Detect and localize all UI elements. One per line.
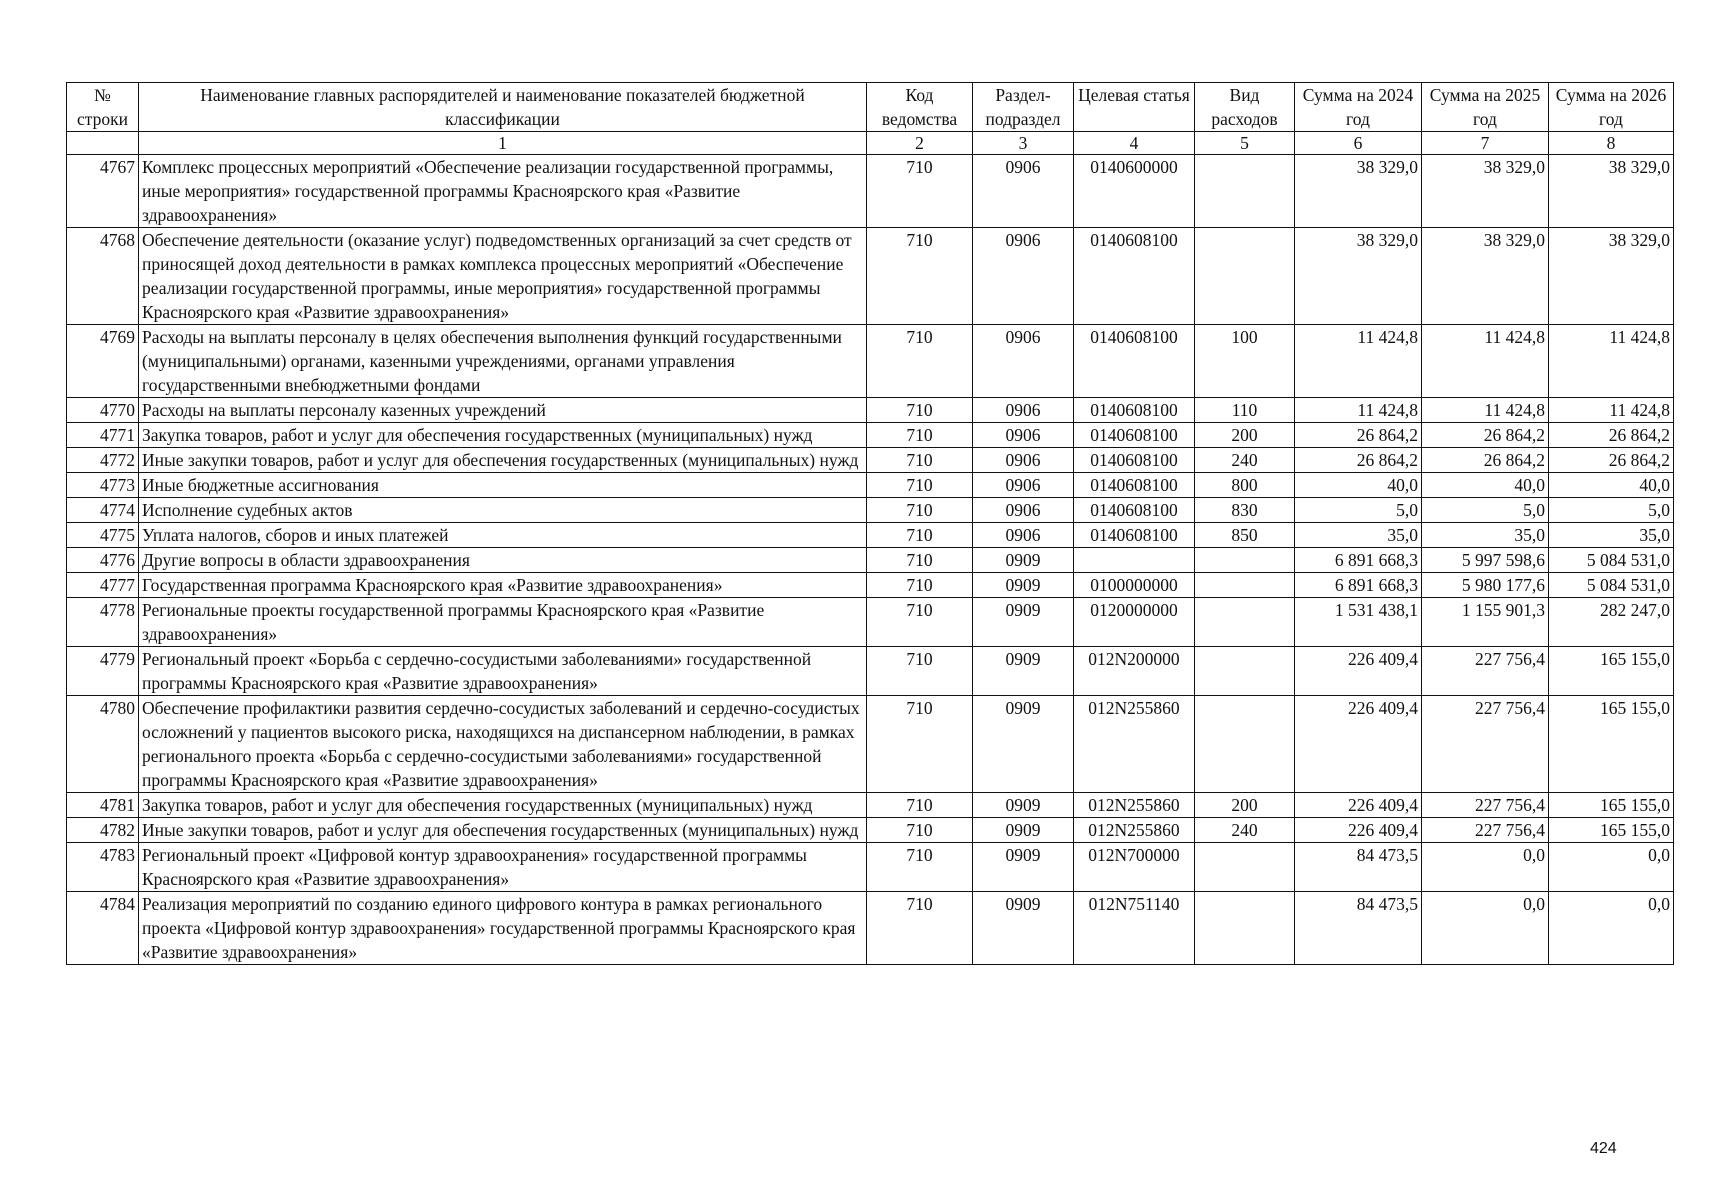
row-number-cell: 4777 <box>67 573 139 598</box>
sum-2025-cell: 227 756,4 <box>1422 818 1549 843</box>
section-cell: 0909 <box>973 647 1074 696</box>
dept-code-cell: 710 <box>867 155 973 228</box>
dept-code-cell: 710 <box>867 573 973 598</box>
dept-code-cell: 710 <box>867 598 973 647</box>
section-cell: 0906 <box>973 228 1074 325</box>
row-number-cell: 4773 <box>67 473 139 498</box>
sum-2025-cell: 227 756,4 <box>1422 793 1549 818</box>
sum-2024-cell: 26 864,2 <box>1295 448 1422 473</box>
sum-2024-cell: 5,0 <box>1295 498 1422 523</box>
header-row-no: № строки <box>67 83 139 132</box>
sum-2026-cell: 165 155,0 <box>1549 647 1674 696</box>
header-section: Раздел-подраздел <box>973 83 1074 132</box>
dept-code-cell: 710 <box>867 325 973 398</box>
expense-type-cell <box>1195 647 1295 696</box>
sum-2024-cell: 1 531 438,1 <box>1295 598 1422 647</box>
sum-2025-cell: 5 997 598,6 <box>1422 548 1549 573</box>
article-cell: 0140600000 <box>1074 155 1195 228</box>
row-number-cell: 4775 <box>67 523 139 548</box>
table-row <box>67 548 1674 573</box>
sum-2024-cell: 6 891 668,3 <box>1295 548 1422 573</box>
item-name-cell: Расходы на выплаты персоналу казенных учреждений <box>139 398 867 423</box>
dept-code-cell: 710 <box>867 647 973 696</box>
sum-2024-cell: 38 329,0 <box>1295 228 1422 325</box>
article-cell: 0120000000 <box>1074 598 1195 647</box>
item-name-cell: Иные бюджетные ассигнования <box>139 473 867 498</box>
column-number: 1 <box>139 132 867 155</box>
table-row <box>67 523 1674 548</box>
row-number-cell: 4776 <box>67 548 139 573</box>
sum-2026-cell: 11 424,8 <box>1549 398 1674 423</box>
dept-code-cell: 710 <box>867 793 973 818</box>
item-name-cell: Региональный проект «Цифровой контур здравоохранения» государственной программы Красноярского края «Развитие здравоохранения» <box>139 843 867 892</box>
expense-type-cell <box>1195 696 1295 793</box>
item-name-cell: Реализация мероприятий по созданию единого цифрового контура в рамках регионального проекта «Цифровой контур здравоохранения» государственной программы Красноярского края «Развитие здравоохранения» <box>139 892 867 965</box>
article-cell <box>1074 548 1195 573</box>
sum-2026-cell: 38 329,0 <box>1549 155 1674 228</box>
sum-2024-cell: 6 891 668,3 <box>1295 573 1422 598</box>
expense-type-cell <box>1195 843 1295 892</box>
sum-2024-cell: 11 424,8 <box>1295 325 1422 398</box>
expense-type-cell <box>1195 892 1295 965</box>
table-body <box>67 155 1674 965</box>
sum-2024-cell: 226 409,4 <box>1295 696 1422 793</box>
section-cell: 0906 <box>973 155 1074 228</box>
sum-2026-cell: 165 155,0 <box>1549 696 1674 793</box>
dept-code-cell: 710 <box>867 423 973 448</box>
row-number-cell: 4780 <box>67 696 139 793</box>
table-row <box>67 696 1674 793</box>
item-name-cell: Иные закупки товаров, работ и услуг для обеспечения государственных (муниципальных) нужд <box>139 448 867 473</box>
expense-type-cell: 800 <box>1195 473 1295 498</box>
row-number-cell: 4784 <box>67 892 139 965</box>
table-row <box>67 325 1674 398</box>
sum-2026-cell: 0,0 <box>1549 892 1674 965</box>
dept-code-cell: 710 <box>867 523 973 548</box>
sum-2025-cell: 1 155 901,3 <box>1422 598 1549 647</box>
article-cell: 0140608100 <box>1074 325 1195 398</box>
expense-type-cell <box>1195 548 1295 573</box>
row-number-cell: 4771 <box>67 423 139 448</box>
row-number-cell: 4778 <box>67 598 139 647</box>
table-row <box>67 423 1674 448</box>
sum-2025-cell: 0,0 <box>1422 892 1549 965</box>
item-name-cell: Исполнение судебных актов <box>139 498 867 523</box>
table-row <box>67 818 1674 843</box>
header-article: Целевая статья <box>1074 83 1195 132</box>
dept-code-cell: 710 <box>867 696 973 793</box>
sum-2025-cell: 5,0 <box>1422 498 1549 523</box>
expense-type-cell <box>1195 155 1295 228</box>
dept-code-cell: 710 <box>867 228 973 325</box>
dept-code-cell: 710 <box>867 498 973 523</box>
sum-2024-cell: 84 473,5 <box>1295 843 1422 892</box>
sum-2026-cell: 26 864,2 <box>1549 423 1674 448</box>
row-number-cell: 4769 <box>67 325 139 398</box>
table-row <box>67 647 1674 696</box>
expense-type-cell: 110 <box>1195 398 1295 423</box>
article-cell: 0140608100 <box>1074 228 1195 325</box>
row-number-cell: 4772 <box>67 448 139 473</box>
sum-2026-cell: 5 084 531,0 <box>1549 573 1674 598</box>
row-number-cell: 4783 <box>67 843 139 892</box>
item-name-cell: Расходы на выплаты персоналу в целях обеспечения выполнения функций государственными (муниципальными) органами, казенными учреждениями, органами управления государственными внебюджетными фондами <box>139 325 867 398</box>
article-cell: 0140608100 <box>1074 523 1195 548</box>
sum-2025-cell: 5 980 177,6 <box>1422 573 1549 598</box>
expense-type-cell <box>1195 598 1295 647</box>
article-cell: 0140608100 <box>1074 498 1195 523</box>
header-sum-2026: Сумма на 2026 год <box>1549 83 1674 132</box>
row-number-cell: 4774 <box>67 498 139 523</box>
dept-code-cell: 710 <box>867 818 973 843</box>
article-cell: 0140608100 <box>1074 423 1195 448</box>
article-cell: 0140608100 <box>1074 473 1195 498</box>
item-name-cell: Закупка товаров, работ и услуг для обеспечения государственных (муниципальных) нужд <box>139 423 867 448</box>
item-name-cell: Обеспечение профилактики развития сердечно-сосудистых заболеваний и сердечно-сосудистых осложнений у пациентов высокого риска, находящихся на диспансерном наблюдении, в рамках регионального проекта «Борьба с сердечно-сосудистыми заболеваниями» государственной программы Красноярского края «Развитие здравоохранения» <box>139 696 867 793</box>
article-cell: 012N255860 <box>1074 818 1195 843</box>
dept-code-cell: 710 <box>867 843 973 892</box>
table-row <box>67 398 1674 423</box>
dept-code-cell: 710 <box>867 473 973 498</box>
page-number: 424 <box>1590 1140 1617 1157</box>
column-number: 6 <box>1295 132 1422 155</box>
sum-2024-cell: 11 424,8 <box>1295 398 1422 423</box>
article-cell: 012N751140 <box>1074 892 1195 965</box>
expense-type-cell <box>1195 228 1295 325</box>
table-row <box>67 473 1674 498</box>
column-number: 5 <box>1195 132 1295 155</box>
section-cell: 0906 <box>973 523 1074 548</box>
section-cell: 0909 <box>973 548 1074 573</box>
sum-2025-cell: 26 864,2 <box>1422 448 1549 473</box>
expense-type-cell: 100 <box>1195 325 1295 398</box>
section-cell: 0906 <box>973 325 1074 398</box>
column-number: 7 <box>1422 132 1549 155</box>
section-cell: 0909 <box>973 843 1074 892</box>
sum-2024-cell: 40,0 <box>1295 473 1422 498</box>
table-row <box>67 155 1674 228</box>
expense-type-cell: 200 <box>1195 423 1295 448</box>
row-number-cell: 4767 <box>67 155 139 228</box>
sum-2024-cell: 226 409,4 <box>1295 793 1422 818</box>
sum-2025-cell: 26 864,2 <box>1422 423 1549 448</box>
section-cell: 0909 <box>973 696 1074 793</box>
section-cell: 0909 <box>973 598 1074 647</box>
sum-2026-cell: 26 864,2 <box>1549 448 1674 473</box>
sum-2025-cell: 0,0 <box>1422 843 1549 892</box>
article-cell: 012N255860 <box>1074 696 1195 793</box>
column-number <box>67 132 139 155</box>
table-row <box>67 448 1674 473</box>
column-number-row <box>67 132 1674 155</box>
row-number-cell: 4770 <box>67 398 139 423</box>
table-row <box>67 843 1674 892</box>
header-sum-2024: Сумма на 2024 год <box>1295 83 1422 132</box>
item-name-cell: Региональный проект «Борьба с сердечно-сосудистыми заболеваниями» государственной программы Красноярского края «Развитие здравоохранения» <box>139 647 867 696</box>
section-cell: 0909 <box>973 793 1074 818</box>
article-cell: 0140608100 <box>1074 398 1195 423</box>
sum-2026-cell: 0,0 <box>1549 843 1674 892</box>
sum-2026-cell: 38 329,0 <box>1549 228 1674 325</box>
expense-type-cell: 240 <box>1195 448 1295 473</box>
column-number: 2 <box>867 132 973 155</box>
expense-type-cell: 850 <box>1195 523 1295 548</box>
sum-2024-cell: 35,0 <box>1295 523 1422 548</box>
sum-2024-cell: 84 473,5 <box>1295 892 1422 965</box>
sum-2025-cell: 35,0 <box>1422 523 1549 548</box>
sum-2025-cell: 40,0 <box>1422 473 1549 498</box>
dept-code-cell: 710 <box>867 398 973 423</box>
article-cell: 0100000000 <box>1074 573 1195 598</box>
expense-type-cell <box>1195 573 1295 598</box>
section-cell: 0906 <box>973 398 1074 423</box>
row-number-cell: 4782 <box>67 818 139 843</box>
sum-2024-cell: 226 409,4 <box>1295 647 1422 696</box>
section-cell: 0906 <box>973 423 1074 448</box>
table-row <box>67 793 1674 818</box>
dept-code-cell: 710 <box>867 548 973 573</box>
table-row <box>67 598 1674 647</box>
budget-table <box>66 82 1674 965</box>
table-row <box>67 498 1674 523</box>
sum-2025-cell: 227 756,4 <box>1422 647 1549 696</box>
article-cell: 012N700000 <box>1074 843 1195 892</box>
sum-2024-cell: 38 329,0 <box>1295 155 1422 228</box>
item-name-cell: Закупка товаров, работ и услуг для обеспечения государственных (муниципальных) нужд <box>139 793 867 818</box>
dept-code-cell: 710 <box>867 448 973 473</box>
sum-2026-cell: 165 155,0 <box>1549 818 1674 843</box>
table-header <box>67 83 1674 155</box>
item-name-cell: Уплата налогов, сборов и иных платежей <box>139 523 867 548</box>
item-name-cell: Комплекс процессных мероприятий «Обеспечение реализации государственной программы, иные мероприятия» государственной программы Красноярского края «Развитие здравоохранения» <box>139 155 867 228</box>
item-name-cell: Иные закупки товаров, работ и услуг для обеспечения государственных (муниципальных) нужд <box>139 818 867 843</box>
dept-code-cell: 710 <box>867 892 973 965</box>
header-sum-2025: Сумма на 2025 год <box>1422 83 1549 132</box>
section-cell: 0909 <box>973 818 1074 843</box>
article-cell: 012N255860 <box>1074 793 1195 818</box>
sum-2026-cell: 40,0 <box>1549 473 1674 498</box>
section-cell: 0906 <box>973 498 1074 523</box>
section-cell: 0906 <box>973 473 1074 498</box>
expense-type-cell: 240 <box>1195 818 1295 843</box>
row-number-cell: 4768 <box>67 228 139 325</box>
expense-type-cell: 200 <box>1195 793 1295 818</box>
sum-2025-cell: 38 329,0 <box>1422 155 1549 228</box>
sum-2025-cell: 38 329,0 <box>1422 228 1549 325</box>
sum-2026-cell: 11 424,8 <box>1549 325 1674 398</box>
sum-2026-cell: 282 247,0 <box>1549 598 1674 647</box>
sum-2025-cell: 11 424,8 <box>1422 325 1549 398</box>
table-row <box>67 892 1674 965</box>
column-number: 4 <box>1074 132 1195 155</box>
sum-2025-cell: 227 756,4 <box>1422 696 1549 793</box>
header-dept-code: Код ведомства <box>867 83 973 132</box>
table-row <box>67 573 1674 598</box>
sum-2026-cell: 165 155,0 <box>1549 793 1674 818</box>
item-name-cell: Обеспечение деятельности (оказание услуг) подведомственных организаций за счет средств от приносящей доход деятельности в рамках комплекса процессных мероприятий «Обеспечение реализации государственной программы, иные мероприятия» государственной программы Красноярского края «Развитие здравоохранения» <box>139 228 867 325</box>
column-number: 8 <box>1549 132 1674 155</box>
row-number-cell: 4779 <box>67 647 139 696</box>
sum-2024-cell: 226 409,4 <box>1295 818 1422 843</box>
article-cell: 0140608100 <box>1074 448 1195 473</box>
section-cell: 0906 <box>973 448 1074 473</box>
budget-sheet <box>66 82 1673 965</box>
sum-2026-cell: 5,0 <box>1549 498 1674 523</box>
item-name-cell: Государственная программа Красноярского края «Развитие здравоохранения» <box>139 573 867 598</box>
header-name: Наименование главных распорядителей и наименование показателей бюджетной классификации <box>139 83 867 132</box>
section-cell: 0909 <box>973 892 1074 965</box>
article-cell: 012N200000 <box>1074 647 1195 696</box>
row-number-cell: 4781 <box>67 793 139 818</box>
sum-2026-cell: 35,0 <box>1549 523 1674 548</box>
item-name-cell: Другие вопросы в области здравоохранения <box>139 548 867 573</box>
table-row <box>67 228 1674 325</box>
header-row <box>67 83 1674 132</box>
section-cell: 0909 <box>973 573 1074 598</box>
expense-type-cell: 830 <box>1195 498 1295 523</box>
sum-2024-cell: 26 864,2 <box>1295 423 1422 448</box>
item-name-cell: Региональные проекты государственной программы Красноярского края «Развитие здравоохранения» <box>139 598 867 647</box>
sum-2026-cell: 5 084 531,0 <box>1549 548 1674 573</box>
column-number: 3 <box>973 132 1074 155</box>
sum-2025-cell: 11 424,8 <box>1422 398 1549 423</box>
header-expense-type: Вид расходов <box>1195 83 1295 132</box>
